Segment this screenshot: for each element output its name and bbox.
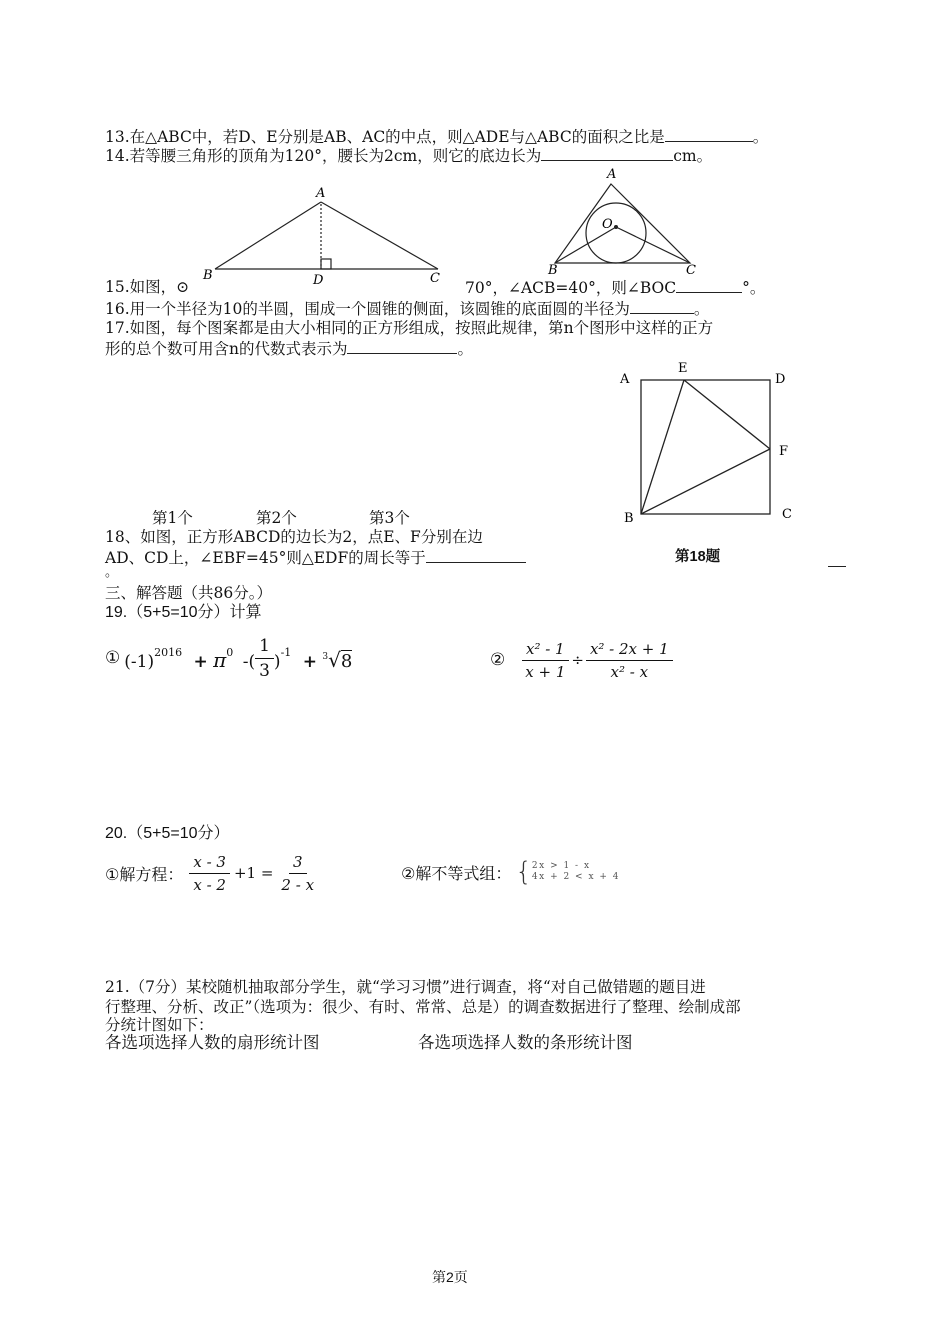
q19-part2 [490,632,673,688]
chart-2-caption: 各选项选择人数的条形统计图 [418,1034,633,1052]
q20-part1-label: ①解方程： [105,866,184,884]
pattern-label-2: 第2个 [256,509,297,527]
question-17-line1: 17.如图，每个图案都是由大小相同的正方形组成，按照此规律，第n个图形中这样的正方 [105,319,714,337]
label-d: D [313,273,324,286]
question-20-title: 20.（5+5=10分） [105,825,230,842]
label-e: E [678,361,688,376]
pi-exponent: 0 [226,645,234,659]
answer-blank-continued [828,566,846,567]
q19-part1 [105,630,352,686]
fraction-one-third: $\frac{1}{3}$ [255,636,274,681]
question-21-line3: 分统计图如下： [105,1016,214,1034]
answer-blank[interactable] [426,548,526,563]
label-b: B [203,268,213,283]
inequality-2: 4x + 2 < x + 4 [531,872,621,882]
right-paren: ) [273,651,281,672]
answer-blank[interactable] [676,278,742,293]
question-21-line2: 行整理、分析、改正”（选项为：很少、有时、常常、总是）的调查数据进行了整理、绘制成部 [105,998,741,1016]
plus-equals: +1 = [233,864,274,882]
label-o: O [602,217,613,232]
incircle-figure [540,166,710,278]
question-13 [105,127,768,146]
label-a: A [620,372,630,387]
square-figure [612,356,812,528]
root-index: 3 [322,651,329,662]
question-15 [105,278,189,296]
inequality-1: 2x > 1 - x [531,861,591,871]
question-18-end: 。 [105,565,119,580]
question-13-text: 13.在△ABC中，若D、E分别是AB、AC的中点，则△ADE与△ABC的面积之比是 [105,128,665,146]
label-a: A [607,167,617,182]
divide-sign: ÷ [571,651,584,669]
brace-icon: { [515,857,532,887]
q20-part2 [401,857,620,887]
q19-part2-marker: ② [490,650,506,669]
question-13-end: 。 [752,128,769,146]
answer-blank[interactable] [630,299,694,314]
question-16 [105,299,709,318]
answer-blank[interactable] [347,339,457,354]
base: (-1) [124,651,155,672]
question-18-line2 [105,548,526,567]
question-16-end: 。 [693,300,710,318]
q19-part1-marker: ① [105,648,121,667]
section-3-heading: 三、解答题（共86分。） [105,584,272,602]
question-17-text: 形的总个数可用含n的代数式表示为 [105,340,348,358]
label-c: C [782,507,792,522]
pi-symbol: π [213,647,227,672]
question-15-mid: 70°，∠ACB=40°，则∠BOC [465,279,677,297]
fraction-1: $\frac{x - 3}{x - 2}$ [189,853,230,894]
figure-18-caption: 第18题 [675,549,721,565]
question-19-title: 19.（5+5=10分）计算 [105,604,262,621]
question-16-text: 16.用一个半径为10的半圆，围成一个圆锥的侧面，该圆锥的底面圆的半径为 [105,300,630,318]
pattern-label-3: 第3个 [369,509,410,527]
fraction-2: $\frac{3}{2 - x}$ [281,852,315,894]
fraction-2: $\frac{\text{x² - 2x + 1}}{\text{x² - x}}$ [586,640,673,681]
exponent: 2016 [154,645,183,659]
label-b: B [548,263,558,278]
radical-icon: √ [328,647,341,672]
question-17-line2 [105,339,473,358]
label-c: C [430,271,440,286]
label-f: F [779,444,789,459]
label-d: D [775,372,786,387]
left-paren: ( [248,651,256,672]
question-15-end: °。 [742,279,766,297]
radicand: 8 [340,650,353,672]
answer-blank[interactable] [665,127,753,142]
question-15-continued [465,278,765,297]
plus-sign: + [193,651,208,672]
answer-blank[interactable] [541,146,673,161]
label-b: B [624,511,634,526]
question-14 [105,146,712,165]
pattern-label-1: 第1个 [152,509,193,527]
question-18-line1: 18、如图，正方形ABCD的边长为2，点E、F分别在边 [105,528,483,546]
q20-part2-label: ②解不等式组： [401,865,512,883]
question-17-end: 。 [457,340,473,358]
q19-part1-expression [124,635,353,685]
label-a: A [316,186,326,201]
question-21-line1: 21.（7分）某校随机抽取部分学生，就“学习习惯”进行调查，将“对自己做错题的题目进 [105,978,706,996]
page-number: 第2页 [432,1269,468,1285]
q20-part1 [105,848,318,898]
label-c: C [686,263,696,278]
question-15-text: 15.如图，⊙ [105,278,190,296]
question-18-text: AD、CD上，∠EBF=45°则△EDF的周长等于 [105,549,426,567]
question-14-text: 14.若等腰三角形的顶角为120°，腰长为2cm，则它的底边长为 [105,147,542,165]
inequality-system [532,861,620,883]
fraction-1: $\frac{\text{x² - 1}}{x + 1}$ [521,640,569,681]
chart-1-caption: 各选项选择人数的扇形统计图 [105,1034,320,1052]
question-14-end: cm。 [673,147,713,165]
inverse-exponent: -1 [280,645,292,659]
minus-sign: - [242,651,249,672]
triangle-figure [195,182,455,286]
plus-sign: + [302,651,317,672]
